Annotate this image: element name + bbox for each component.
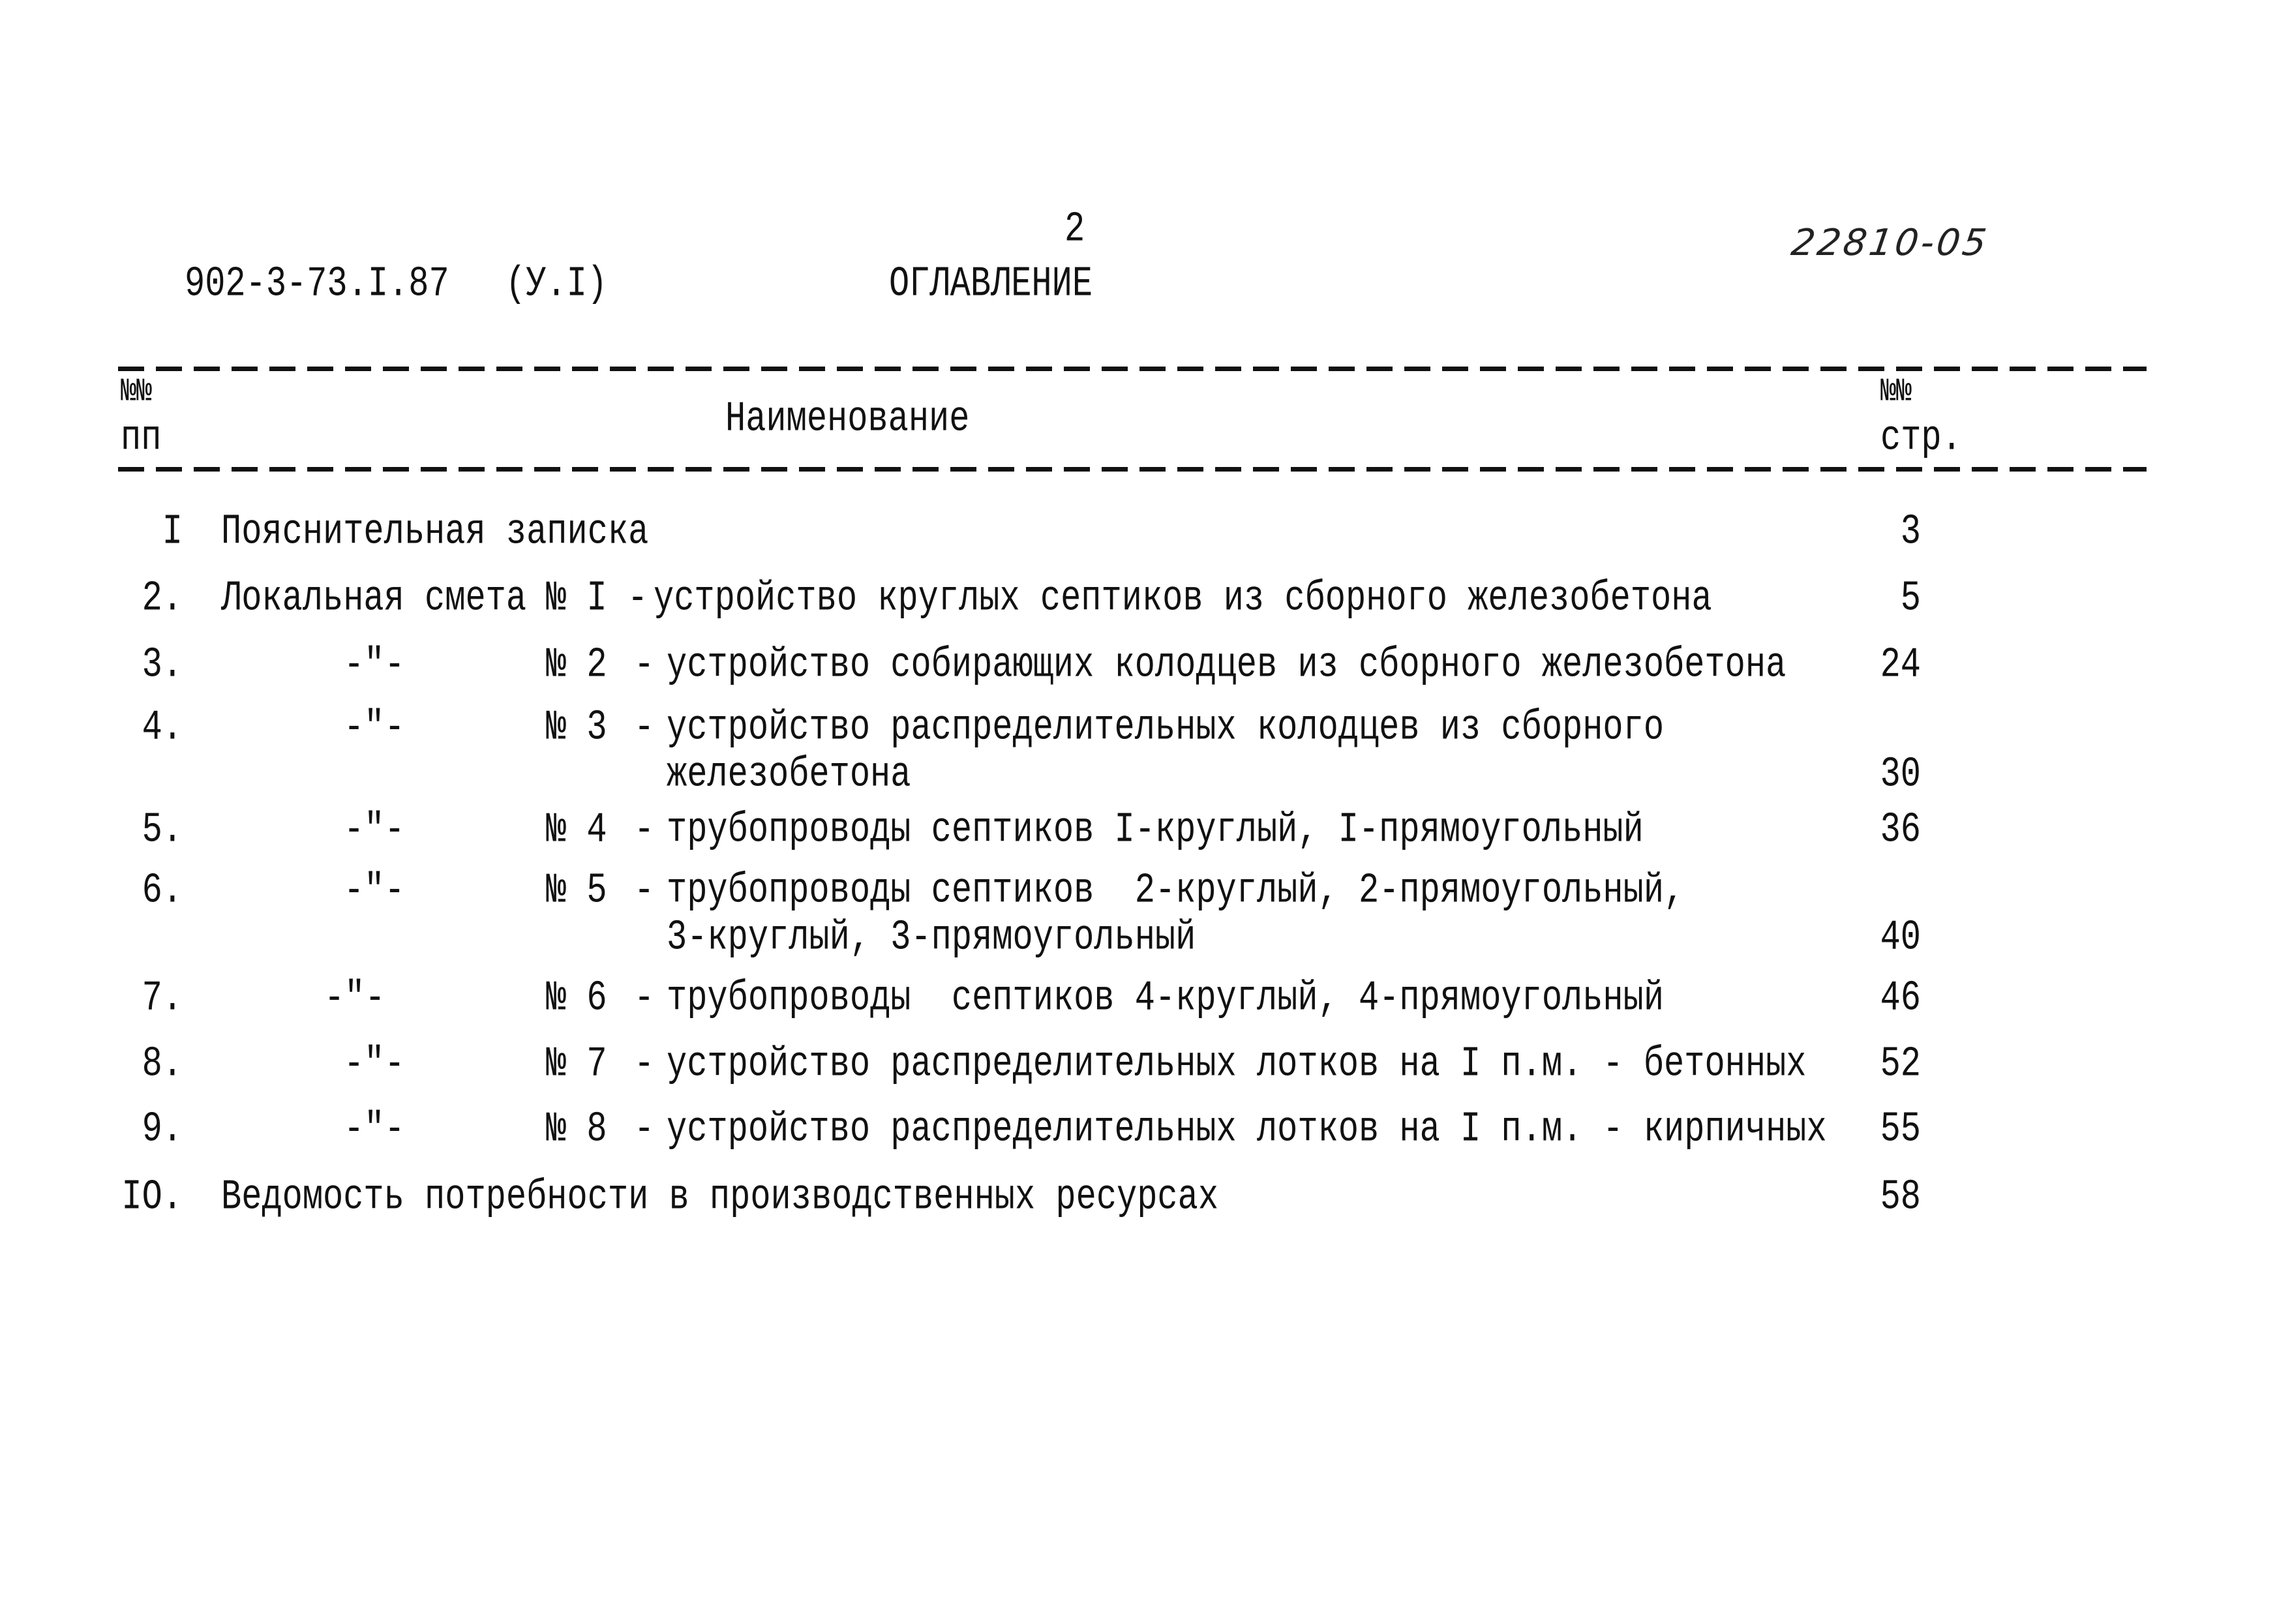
row-prefix: Пояснительная записка (221, 507, 649, 556)
estimate-number: № 3 (546, 703, 607, 752)
separator-dash: - (627, 574, 648, 623)
page-ref: 30 (1880, 750, 1921, 799)
page-ref: 3 (1900, 507, 1921, 556)
separator-dash: - (634, 974, 655, 1023)
page-ref: 55 (1880, 1105, 1921, 1154)
table-top-divider (118, 367, 2147, 371)
ditto-mark: -"- (344, 866, 405, 915)
row-number: 3. (142, 640, 183, 689)
row-title-line: 3-круглый, 3-прямоугольный (667, 913, 1196, 962)
page-ref: 5 (1900, 574, 1921, 623)
row-prefix: Ведомость потребности в производственных ресурсах (221, 1173, 1219, 1222)
separator-dash: - (634, 1040, 655, 1089)
page-ref: 24 (1880, 640, 1921, 689)
row-number: 2. (142, 574, 183, 623)
document-code: 902-3-73.I.87 (185, 260, 449, 308)
ditto-mark: -"- (324, 974, 385, 1023)
row-title-line: трубопроводы септиков 4-круглый, 4-прямоугольный (667, 974, 1665, 1023)
table-header-divider (118, 467, 2147, 472)
page-number: 2 (1064, 205, 1085, 254)
ditto-mark: -"- (344, 1040, 405, 1089)
estimate-number: № 7 (546, 1040, 607, 1089)
row-number: IO. (121, 1173, 183, 1222)
ditto-mark: -"- (344, 1105, 405, 1154)
estimate-number: № 8 (546, 1105, 607, 1154)
estimate-number: № 6 (546, 974, 607, 1023)
row-title-line: трубопроводы септиков 2-круглый, 2-прямоугольный, (667, 866, 1685, 915)
ditto-mark: -"- (344, 640, 405, 689)
row-title-line: трубопроводы септиков I-круглый, I-прямоугольный (667, 805, 1644, 854)
separator-dash: - (634, 866, 655, 915)
row-number: 4. (142, 703, 183, 752)
page-ref: 40 (1880, 913, 1921, 962)
separator-dash: - (634, 703, 655, 752)
row-title-line: устройство распределительных лотков на I п.м. - бетонных (667, 1040, 1807, 1089)
estimate-number: № 2 (546, 640, 607, 689)
estimate-number: № 5 (546, 866, 607, 915)
separator-dash: - (634, 805, 655, 854)
row-prefix: Локальная смета (221, 574, 527, 623)
estimate-number: № I (546, 574, 607, 623)
name-header: Наименование (725, 395, 970, 444)
row-number: 6. (142, 866, 183, 915)
archive-number: 22810-05 (1788, 222, 1992, 264)
ditto-mark: -"- (344, 805, 405, 854)
row-title-line: устройство круглых септиков из сборного железобетона (654, 574, 1712, 623)
row-title-line: устройство распределительных колодцев из сборного (667, 703, 1665, 752)
page-ref: 52 (1880, 1040, 1921, 1089)
row-title-line: устройство распределительных лотков на I п.м. - кирпичных (667, 1105, 1827, 1154)
ditto-mark: -"- (344, 703, 405, 752)
row-number: 9. (142, 1105, 183, 1154)
page-header-line1: №№ (1880, 374, 1912, 411)
num-header-line2: пп (121, 414, 162, 462)
estimate-number: № 4 (546, 805, 607, 854)
row-number: I (162, 507, 183, 556)
page-header-line2: стр. (1880, 414, 1962, 462)
row-number: 5. (142, 805, 183, 854)
page-ref: 36 (1880, 805, 1921, 854)
volume-label: (У.I) (505, 260, 608, 308)
separator-dash: - (634, 640, 655, 689)
page-ref: 46 (1880, 974, 1921, 1023)
row-title-line: устройство собирающих колодцев из сборного железобетона (667, 640, 1787, 689)
page-ref: 58 (1880, 1173, 1921, 1222)
row-number: 7. (142, 974, 183, 1023)
num-header-line1: №№ (121, 374, 153, 411)
separator-dash: - (634, 1105, 655, 1154)
row-title-line: железобетона (667, 750, 911, 799)
row-number: 8. (142, 1040, 183, 1089)
page-title: ОГЛАВЛЕНИЕ (889, 260, 1093, 308)
